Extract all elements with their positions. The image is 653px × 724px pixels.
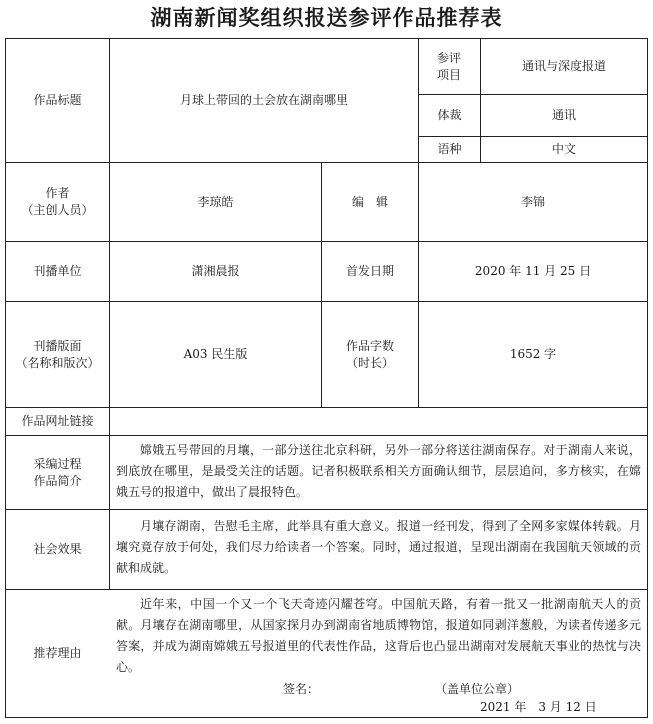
genre-label: 体裁 <box>437 108 462 122</box>
url-label: 作品网址链接 <box>21 414 94 428</box>
page-label-sub: （名称和版次） <box>15 355 100 370</box>
author-value: 李琼皓 <box>197 194 234 209</box>
page-label <box>6 302 109 407</box>
count-value: 1652 字 <box>509 347 557 361</box>
title-label: 作品标题 <box>33 93 82 107</box>
reason-label: 推荐理由 <box>33 646 82 660</box>
author-label <box>6 163 109 241</box>
author-label-sub: （主创人员） <box>21 203 94 217</box>
process-label-sub: 作品简介 <box>33 473 82 488</box>
process-label <box>6 436 109 509</box>
unit-value: 潇湘晨报 <box>191 264 240 278</box>
editor-label: 编 辑 <box>351 194 388 209</box>
editor-value: 李锦 <box>520 194 545 209</box>
page-label-main: 刊播版面 <box>33 338 82 353</box>
form-title: 湖南新闻奖组织报送参评作品推荐表 <box>150 6 503 30</box>
process-text: 嫦娥五号带回的月壤，一部分送往北京科研，另外一部分将送往湖南保存。对于湖南人来说，到底放在哪里，是最受关注的话题。记者积极联系相关方面确认细节，层层追问，多方核实，在嫦娥五号的报道中，做出了晨报特色。 <box>116 443 641 499</box>
signature-label: 签名： <box>283 682 320 696</box>
language-value: 中文 <box>551 142 576 156</box>
stamp-label: （盖单位公章） <box>435 682 520 696</box>
category-value: 通讯与深度报道 <box>521 59 606 73</box>
url-value <box>110 408 647 435</box>
effect-label: 社会效果 <box>33 542 82 556</box>
count-label <box>322 302 418 407</box>
count-label-main: 作品字数 <box>345 338 394 353</box>
table-border-right <box>647 38 648 718</box>
process-label-main: 采编过程 <box>33 456 82 471</box>
recommendation-table <box>5 38 648 718</box>
language-label: 语种 <box>437 142 462 156</box>
page-value: A03 民生版 <box>183 347 248 361</box>
count-label-sub: （时长） <box>345 355 394 370</box>
reason-text: 近年来，中国一个又一个飞天奇迹闪耀苍穹。中国航天路，有着一批又一批湖南航天人的贡献。月壤存在湖南哪里，从国家探月办到湖南省地质博物馆，报道如同剥洋葱般，为读者传递多元答案，并成为湖南嫦娥五号报道里的代表性作品，这背后也凸显出湖南对发展航天事业的热忱与决心。 <box>116 597 641 674</box>
genre-value: 通讯 <box>551 108 576 122</box>
signature-date: 2021 年 3 月 12 日 <box>480 700 597 714</box>
unit-label: 刊播单位 <box>33 264 82 278</box>
title-value: 月球上带回的土会放在湖南哪里 <box>179 93 348 107</box>
table-border-bottom <box>5 717 648 718</box>
author-label-main: 作者 <box>45 186 70 200</box>
effect-text: 月壤存湖南，告慰毛主席，此举具有重大意义。报道一经刊发，得到了全网多家媒体转载。月壤究竟存放于何处，我们尽力给读者一个答案。同时，通过报道，呈现出湖南在我国航天领域的贡献和成就。 <box>116 519 641 575</box>
date-label: 首发日期 <box>345 264 394 278</box>
date-value: 2020 年 11 月 25 日 <box>474 264 592 278</box>
category-label: 参评项目 <box>436 50 461 82</box>
